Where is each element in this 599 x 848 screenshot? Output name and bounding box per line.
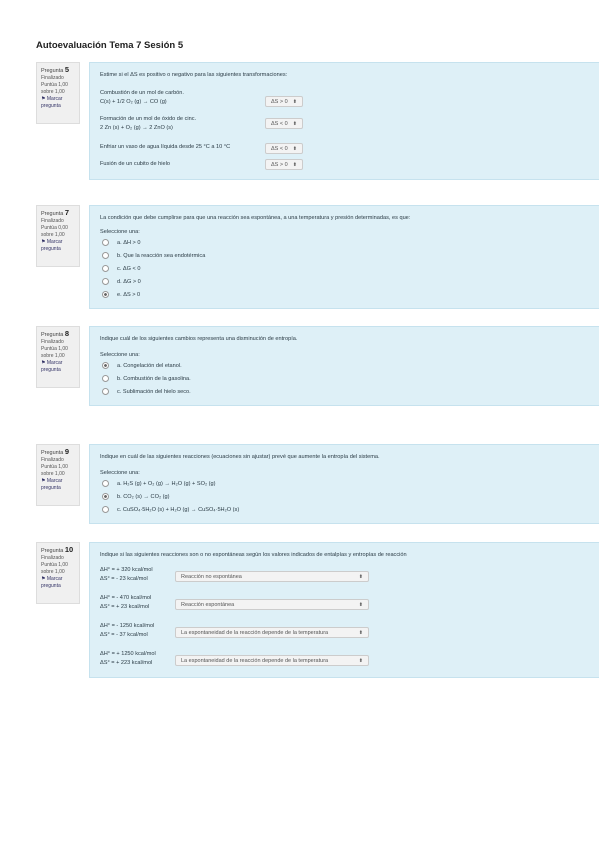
- question-number: 8: [64, 329, 70, 338]
- question-status: Finalizado: [41, 339, 64, 345]
- chevron-updown-icon: ⬍: [292, 146, 297, 152]
- question-status: Finalizado: [41, 555, 64, 561]
- radio-button[interactable]: [102, 239, 109, 246]
- answer-option[interactable]: b. Que la reacción sea endotérmica: [100, 250, 599, 263]
- answer-select[interactable]: ΔS < 0 ⬍: [265, 118, 303, 129]
- radio-button[interactable]: [102, 480, 109, 487]
- flag-icon: ⚑: [41, 239, 46, 245]
- question-content: [89, 205, 599, 309]
- radio-button-selected[interactable]: [102, 493, 109, 500]
- answer-option[interactable]: a. Congelación del etanol.: [100, 360, 599, 373]
- question-number: 10: [64, 545, 74, 554]
- answer-select[interactable]: ΔS > 0 ⬍: [265, 96, 303, 107]
- question-number: 5: [64, 65, 70, 74]
- question-text: Estime si el ΔS es positivo o negativo para las siguientes transformaciones:: [100, 72, 288, 78]
- match-row: Fusión de un cubito de hielo ΔS > 0 ⬍: [100, 158, 599, 172]
- select-prompt: Seleccione una:: [100, 229, 140, 235]
- chevron-updown-icon: ⬍: [292, 121, 297, 127]
- match-row: ΔH° = + 1250 kcal/mol ΔS° = + 223 kcal/mol La espontaneidad de la reacción depende de la temperatura ⬍: [100, 650, 599, 678]
- question-text: Indique en cuál de las siguientes reacciones (ecuaciones sin ajustar) prevé que aumente la entropía del sistema.: [100, 454, 380, 460]
- chevron-updown-icon: ⬍: [292, 162, 297, 168]
- answer-option[interactable]: a. ΔH > 0: [100, 237, 599, 250]
- answer-option[interactable]: b. CO₂ (s) → CO₂ (g): [100, 491, 599, 504]
- chevron-updown-icon: ⬍: [292, 99, 297, 105]
- question-info: Pregunta 8 Finalizado Puntúa 1,00 sobre 1,00 ⚑ Marcar pregunta: [36, 326, 80, 388]
- answer-option[interactable]: c. CuSO₄·5H₂O (s) + H₂O (g) → CuSO₄·5H₂O (s): [100, 504, 599, 517]
- answer-select[interactable]: ΔS > 0 ⬍: [265, 159, 303, 170]
- question-number: 7: [64, 208, 70, 217]
- answer-option[interactable]: c. ΔG < 0: [100, 263, 599, 276]
- answer-select[interactable]: Reacción no espontánea ⬍: [175, 571, 369, 582]
- radio-button[interactable]: [102, 265, 109, 272]
- radio-button-selected[interactable]: [102, 291, 109, 298]
- question-content: [89, 444, 599, 524]
- flag-icon: ⚑: [41, 478, 46, 484]
- radio-button[interactable]: [102, 506, 109, 513]
- question-number: 9: [64, 447, 70, 456]
- match-row: Enfriar un vaso de agua líquida desde 25 °C a 10 °C ΔS < 0 ⬍: [100, 141, 599, 158]
- question-score: Puntúa 1,00 sobre 1,00: [41, 82, 68, 95]
- question-score: Puntúa 0,00 sobre 1,00: [41, 225, 68, 238]
- question-text: Indique si las siguientes reacciones son o no espontáneas según los valores indicados de entalpías y entropías de reacción: [100, 552, 407, 558]
- chevron-updown-icon: ⬍: [358, 658, 363, 664]
- question-info: Pregunta 7 Finalizado Puntúa 0,00 sobre 1,00 ⚑ Marcar pregunta: [36, 205, 80, 267]
- match-row: ΔH° = - 1250 kcal/mol ΔS° = - 37 kcal/mol La espontaneidad de la reacción depende de la temperatura ⬍: [100, 622, 599, 650]
- question-content: [89, 326, 599, 406]
- flag-icon: ⚑: [41, 96, 46, 102]
- flag-question-button[interactable]: ⚑ Marcar pregunta: [41, 478, 63, 491]
- question-score: Puntúa 1,00 sobre 1,00: [41, 464, 68, 477]
- select-prompt: Seleccione una:: [100, 352, 140, 358]
- question-content: [89, 542, 599, 678]
- question-info: Pregunta 5 Finalizado Puntúa 1,00 sobre 1,00 ⚑ Marcar pregunta: [36, 62, 80, 124]
- question-info: Pregunta 9 Finalizado Puntúa 1,00 sobre 1,00 ⚑ Marcar pregunta: [36, 444, 80, 506]
- radio-button[interactable]: [102, 388, 109, 395]
- question-text: La condición que debe cumplirse para que una reacción sea espontánea, a una temperatura y presión determinadas, es que:: [100, 215, 411, 221]
- radio-button[interactable]: [102, 252, 109, 259]
- question-info: Pregunta 10 Finalizado Puntúa 1,00 sobre 1,00 ⚑ Marcar pregunta: [36, 542, 80, 604]
- flag-question-button[interactable]: ⚑ Marcar pregunta: [41, 239, 63, 252]
- answer-select[interactable]: Reacción espontánea ⬍: [175, 599, 369, 610]
- answer-option[interactable]: e. ΔS > 0: [100, 289, 599, 302]
- match-row: Combustión de un mol de carbón. C(s) + 1/2 O₂ (g) → CO (g) ΔS > 0 ⬍: [100, 89, 599, 115]
- question-status: Finalizado: [41, 457, 64, 463]
- answer-option[interactable]: c. Sublimación del hielo seco.: [100, 386, 599, 399]
- answer-select[interactable]: ΔS < 0 ⬍: [265, 143, 303, 154]
- question-text: Indique cuál de los siguientes cambios representa una disminución de entropía.: [100, 336, 298, 342]
- question-status: Finalizado: [41, 218, 64, 224]
- flag-icon: ⚑: [41, 360, 46, 366]
- question-content: [89, 62, 599, 180]
- radio-button[interactable]: [102, 278, 109, 285]
- select-prompt: Seleccione una:: [100, 470, 140, 476]
- question-status: Finalizado: [41, 75, 64, 81]
- flag-icon: ⚑: [41, 576, 46, 582]
- answer-option[interactable]: a. H₂S (g) + O₂ (g) → H₂O (g) + SO₂ (g): [100, 478, 599, 491]
- match-row: ΔH° = - 470 kcal/mol ΔS° = + 23 kcal/mol Reacción espontánea ⬍: [100, 594, 599, 622]
- match-row: Formación de un mol de óxido de cinc. 2 Zn (s) + O₂ (g) → 2 ZnO (s) ΔS < 0 ⬍: [100, 115, 599, 141]
- match-row: ΔH° = + 320 kcal/mol ΔS° = - 23 kcal/mol Reacción no espontánea ⬍: [100, 566, 599, 594]
- question-score: Puntúa 1,00 sobre 1,00: [41, 346, 68, 359]
- radio-button[interactable]: [102, 375, 109, 382]
- question-score: Puntúa 1,00 sobre 1,00: [41, 562, 68, 575]
- radio-button-selected[interactable]: [102, 362, 109, 369]
- answer-select[interactable]: La espontaneidad de la reacción depende de la temperatura ⬍: [175, 655, 369, 666]
- answer-option[interactable]: d. ΔG > 0: [100, 276, 599, 289]
- chevron-updown-icon: ⬍: [358, 574, 363, 580]
- answer-option[interactable]: b. Combustión de la gasolina.: [100, 373, 599, 386]
- flag-question-button[interactable]: ⚑ Marcar pregunta: [41, 360, 63, 373]
- flag-question-button[interactable]: ⚑ Marcar pregunta: [41, 96, 63, 109]
- chevron-updown-icon: ⬍: [358, 630, 363, 636]
- chevron-updown-icon: ⬍: [358, 602, 363, 608]
- page-title: Autoevaluación Tema 7 Sesión 5: [36, 40, 184, 51]
- flag-question-button[interactable]: ⚑ Marcar pregunta: [41, 576, 63, 589]
- answer-select[interactable]: La espontaneidad de la reacción depende de la temperatura ⬍: [175, 627, 369, 638]
